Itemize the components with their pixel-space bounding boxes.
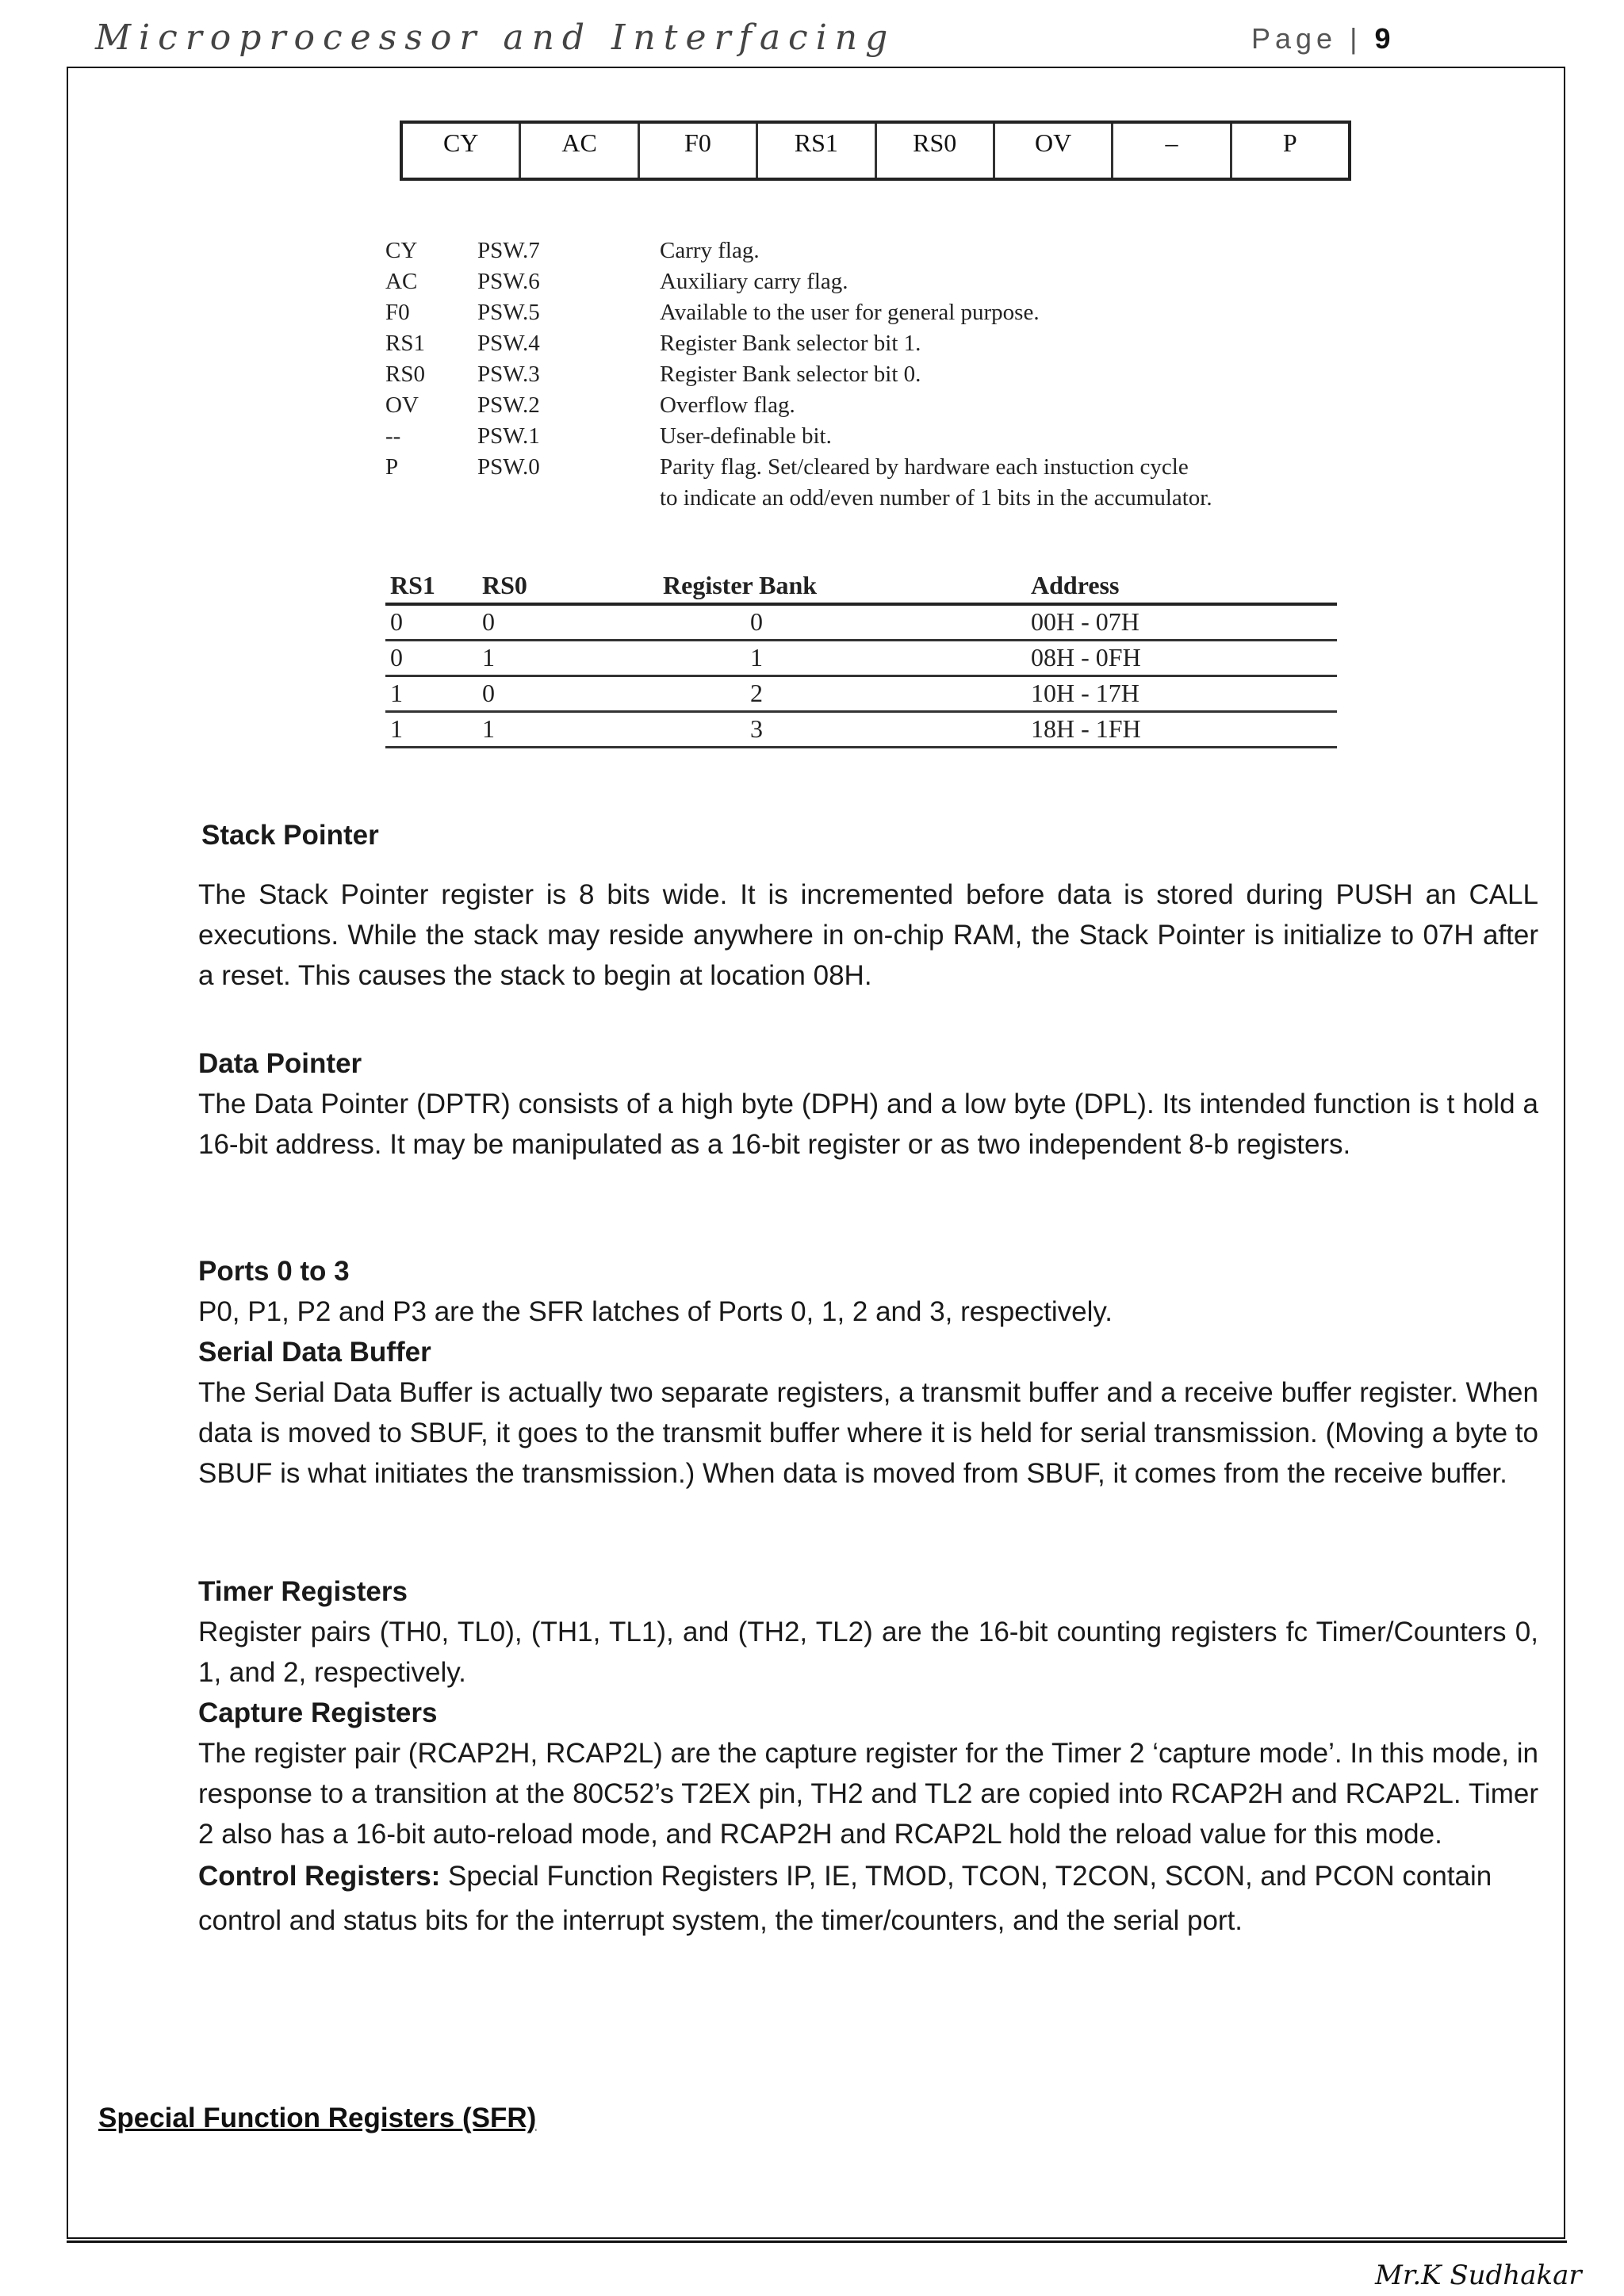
table-cell: 1 xyxy=(482,643,495,672)
table-row xyxy=(385,606,1337,641)
psw-bit-position: PSW.1 xyxy=(477,423,540,449)
table-row xyxy=(385,677,1337,713)
table-cell: 08H - 0FH xyxy=(1031,643,1141,672)
table-cell: 00H - 07H xyxy=(1031,607,1139,636)
section-heading: Control Registers: xyxy=(198,1861,441,1892)
footer-author: Mr.K Sudhakar xyxy=(1375,2260,1582,2291)
table-cell: 0 xyxy=(482,607,495,636)
section-paragraph xyxy=(198,1854,1538,1943)
page-label: Page | xyxy=(1251,22,1362,55)
psw-bit-cell: RS1 xyxy=(758,124,876,178)
psw-bit-description: Register Bank selector bit 0. xyxy=(660,362,921,387)
psw-bit-description: Overflow flag. xyxy=(660,392,795,418)
section-ports xyxy=(198,1251,1538,1494)
psw-bit-name: -- xyxy=(385,423,401,449)
psw-bit-description: Parity flag. Set/cleared by hardware each instuction cycle xyxy=(660,454,1189,480)
table-cell: 1 xyxy=(390,714,403,743)
section-paragraph: The Stack Pointer register is 8 bits wide. It is incremented before data is stored during PUSH an CALL executions. While the stack may reside anywhere in on-chip RAM, the Stack Pointer is initialize to 07H after a reset. This causes the stack to begin at location 08H. xyxy=(198,879,1538,991)
psw-bit-cell: RS0 xyxy=(877,124,995,178)
table-row xyxy=(385,713,1337,748)
section-heading: Stack Pointer xyxy=(201,820,379,851)
section-heading: Serial Data Buffer xyxy=(198,1337,431,1368)
table-cell: 3 xyxy=(750,714,763,743)
psw-bit-description: Auxiliary carry flag. xyxy=(660,269,848,294)
psw-bit-description: Available to the user for general purpose. xyxy=(660,300,1040,325)
psw-bit-name: F0 xyxy=(385,300,410,325)
psw-bit-cell: F0 xyxy=(640,124,758,178)
table-cell: 18H - 1FH xyxy=(1031,714,1141,743)
psw-bit-name: RS0 xyxy=(385,362,425,387)
table-row xyxy=(385,641,1337,677)
psw-bit-position: PSW.7 xyxy=(477,238,540,263)
table-header-cell: RS1 xyxy=(390,571,435,599)
page-number-label xyxy=(1251,22,1390,55)
sfr-heading: Special Function Registers (SFR) xyxy=(98,2103,537,2133)
psw-bit-cell: – xyxy=(1113,124,1231,178)
section-paragraph: The register pair (RCAP2H, RCAP2L) are the capture register for the Timer 2 ‘capture mode’. In this mode, in response to a transition at the 80C52’s T2EX pin, TH2 and TL2 are copied into RCAP2H and RCAP2L. Timer 2 also has a 16-bit auto-reload mode, and RCAP2H and RCAP2L hold the reload value for this mode. xyxy=(198,1738,1538,1850)
table-header-cell: Register Bank xyxy=(663,571,818,599)
psw-bit-description: Carry flag. xyxy=(660,238,760,263)
psw-bit-position: PSW.4 xyxy=(477,331,540,356)
table-cell: 1 xyxy=(750,643,763,672)
psw-bit-position: PSW.5 xyxy=(477,300,540,325)
table-cell: 0 xyxy=(482,679,495,707)
psw-bit-cell: CY xyxy=(403,124,521,178)
psw-bit-position: PSW.3 xyxy=(477,362,540,387)
psw-bit-description: Register Bank selector bit 1. xyxy=(660,331,921,356)
psw-bit-position: PSW.0 xyxy=(477,454,540,480)
section-heading: Data Pointer xyxy=(198,1048,362,1079)
running-header-title: Microprocessor and Interfacing xyxy=(95,17,896,58)
table-cell: 1 xyxy=(482,714,495,743)
psw-bit-diagram xyxy=(400,121,1351,181)
section-paragraph: The Serial Data Buffer is actually two separate registers, a transmit buffer and a receive buffer register. When data is moved to SBUF, it goes to the transmit buffer where it is held for serial transmission. (Moving a byte to SBUF is what initiates the transmission.) When data is moved from SBUF, it comes from the receive buffer. xyxy=(198,1377,1538,1489)
table-cell: 10H - 17H xyxy=(1031,679,1139,707)
psw-bit-cell: OV xyxy=(995,124,1113,178)
section-data-pointer xyxy=(198,1043,1538,1165)
table-cell: 0 xyxy=(390,607,403,636)
section-paragraph: P0, P1, P2 and P3 are the SFR latches of Ports 0, 1, 2 and 3, respectively. xyxy=(198,1296,1113,1327)
psw-parity-continuation: to indicate an odd/even number of 1 bits in the accumulator. xyxy=(660,485,1212,511)
table-header-row xyxy=(385,569,1337,606)
psw-bit-position: PSW.6 xyxy=(477,269,540,294)
section-heading: Capture Registers xyxy=(198,1697,438,1728)
psw-bit-name: CY xyxy=(385,238,418,263)
section-stack-pointer xyxy=(198,815,1538,996)
psw-bit-name: RS1 xyxy=(385,331,425,356)
register-bank-table xyxy=(385,569,1337,748)
frame-bottom-rule xyxy=(67,2241,1567,2243)
table-header-cell: Address xyxy=(1031,571,1120,599)
psw-bit-name: P xyxy=(385,454,399,480)
psw-bit-name: AC xyxy=(385,269,418,294)
section-text: Special Function Registers IP, IE, TMOD, TCON, T2CON, SCON, and PCON contain control and status bits for the interrupt system, the timer/counters, and the serial port. xyxy=(198,1861,1492,1936)
table-cell: 0 xyxy=(390,643,403,672)
psw-bit-name: OV xyxy=(385,392,419,418)
table-cell: 2 xyxy=(750,679,763,707)
section-heading: Ports 0 to 3 xyxy=(198,1256,350,1287)
table-cell: 0 xyxy=(750,607,763,636)
section-heading: Timer Registers xyxy=(198,1576,408,1607)
section-paragraph: The Data Pointer (DPTR) consists of a high byte (DPH) and a low byte (DPL). Its intended function is t hold a 16-bit address. It may be manipulated as a 16-bit register or as two independent 8-b registers. xyxy=(198,1089,1538,1160)
table-cell: 1 xyxy=(390,679,403,707)
psw-bit-cell: AC xyxy=(521,124,639,178)
psw-bit-description: User-definable bit. xyxy=(660,423,832,449)
page-number: 9 xyxy=(1374,22,1391,55)
section-timer-registers xyxy=(198,1571,1538,1943)
section-paragraph: Register pairs (TH0, TL0), (TH1, TL1), and (TH2, TL2) are the 16-bit counting registers fc Timer/Counters 0, 1, and 2, respectively. xyxy=(198,1617,1538,1688)
table-header-cell: RS0 xyxy=(482,571,527,599)
psw-bit-cell: P xyxy=(1282,128,1297,157)
psw-bit-position: PSW.2 xyxy=(477,392,540,418)
